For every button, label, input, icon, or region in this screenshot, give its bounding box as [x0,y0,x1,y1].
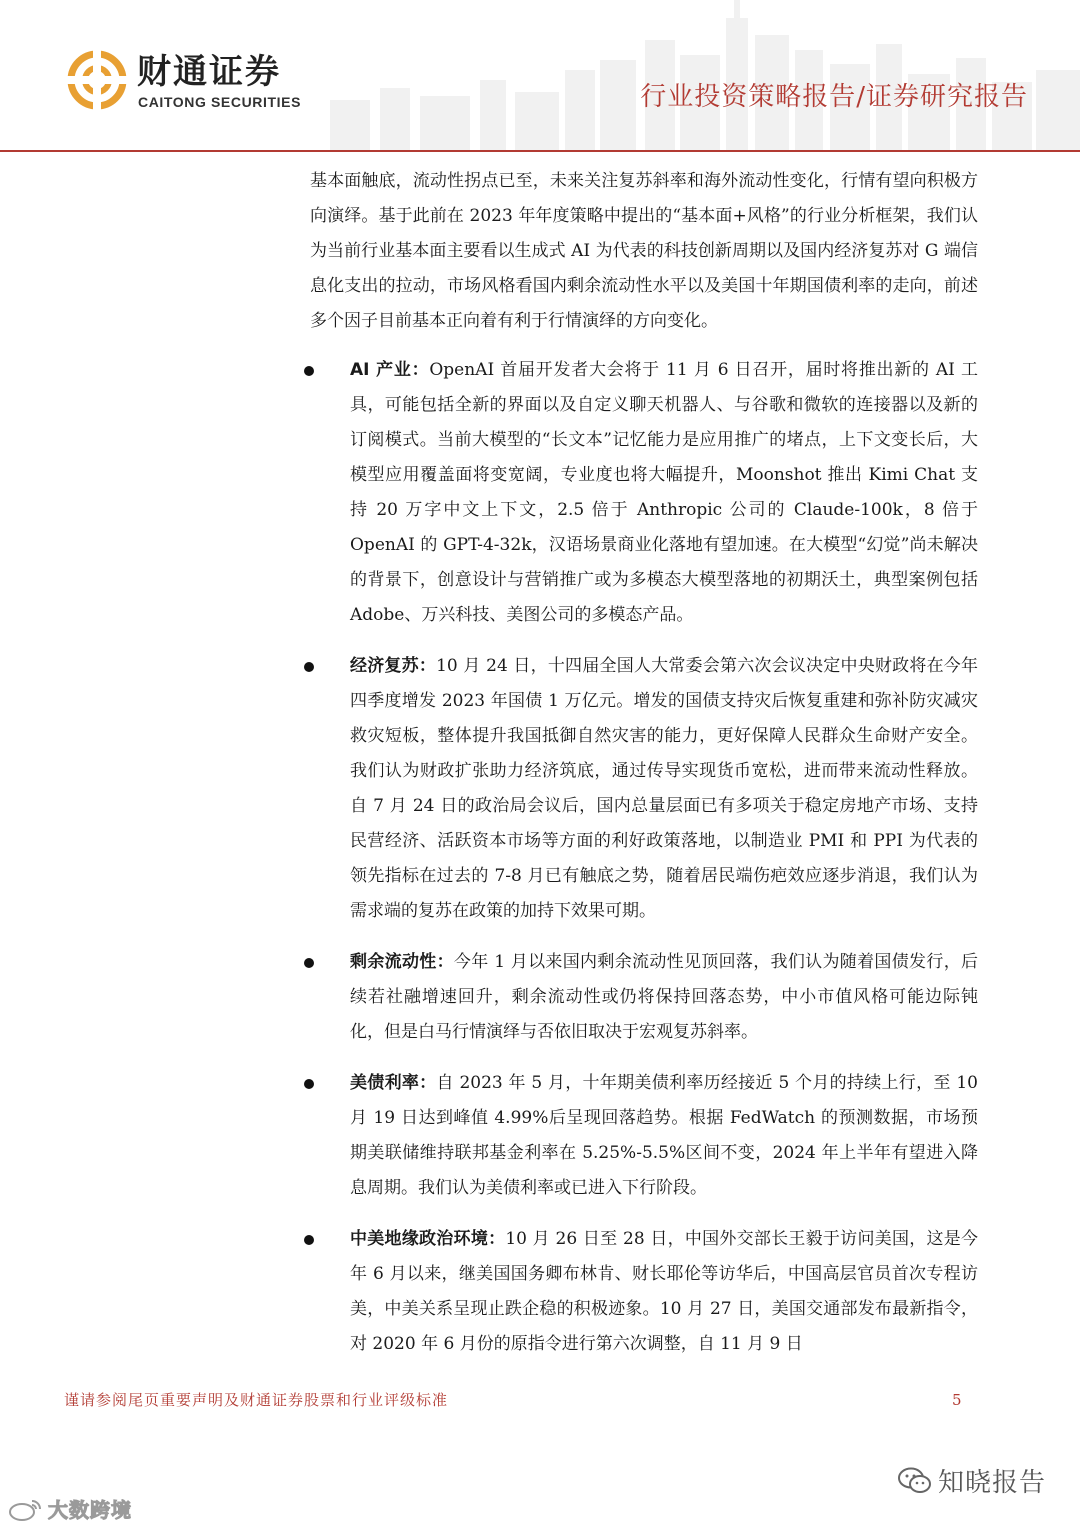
report-body [310,164,978,1378]
bullet-dot-icon [304,1079,314,1089]
bullet-paragraph [350,1222,978,1362]
bullet-dot-icon [304,366,314,376]
footer-disclaimer: 谨请参阅尾页重要声明及财通证券股票和行业评级标准 [64,1391,449,1409]
bullet-excess-liquidity [310,945,978,1050]
bullet-paragraph [350,649,978,929]
bullet-economic-recovery [310,649,978,929]
header-divider [0,150,1080,152]
bullet-paragraph [350,945,978,1050]
bullet-text: 今年 1 月以来国内剩余流动性见顶回落，我们认为随着国债发行，后续若社融增速回升，剩余流动性或仍将保持回落态势，中小市值风格可能边际钝化，但是白马行情演绎与否依旧取决于宏观复苏斜率。 [350,952,979,1042]
page-number: 5 [952,1391,962,1409]
bullet-text: 10 月 26 日至 28 日，中国外交部长王毅于访问美国，这是今年 6 月以来，继美国国务卿布林肯、财长耶伦等访华后，中国高层官员首次专程访美，中美关系呈现止跌企稳的积极迹象。10 月 27 日，美国交通部发布最新指令，对 2020 年 6 月份的原指令进行第六次调整，自 11 月 9 日 [350,1229,979,1354]
bullet-term: 美债利率： [350,1073,437,1093]
watermark-left [8,1494,132,1523]
bullet-term: 经济复苏： [350,656,437,676]
bullet-dot-icon [304,958,314,968]
intro-paragraph: 基本面触底，流动性拐点已至，未来关注复苏斜率和海外流动性变化，行情有望向积极方向演绎。基于此前在 2023 年年度策略中提出的“基本面+风格”的行业分析框架，我们认为当前行业基本面主要看以生成式 AI 为代表的科技创新周期以及国内经济复苏对 G 端信息化支出的拉动，市场风格看国内剩余流动性水平以及美国十年期国债利率的走向，前述多个因子目前基本正向着有利于行情演绎的方向变化。 [310,171,978,331]
bullet-geopolitics [310,1222,978,1362]
report-type-title: 行业投资策略报告/证券研究报告 [640,82,1028,112]
bullet-paragraph [350,353,978,633]
weibo-icon [8,1497,44,1521]
bullet-term: 中美地缘政治环境： [350,1229,506,1249]
bullet-dot-icon [304,662,314,672]
bullet-ai-industry [310,353,978,633]
wechat-icon [898,1467,932,1495]
bullet-text: 10 月 24 日，十四届全国人大常委会第六次会议决定中央财政将在今年四季度增发 2023 年国债 1 万亿元。增发的国债支持灾后恢复重建和弥补防灾减灾救灾短板，整体提升我国抵御自然灾害的能力，更好保障人民群众生命财产安全。我们认为财政扩张助力经济筑底，通过传导实现货币宽松，进而带来流动性释放。自 7 月 24 日的政治局会议后，国内总量层面已有多项关于稳定房地产市场、支持民营经济、活跃资本市场等方面的利好政策落地，以制造业 PMI 和 PPI 为代表的领先指标在过去的 7-8 月已有触底之势，随着居民端伤疤效应逐步消退，我们认为需求端的复苏在政策的加持下效果可期。 [350,656,978,921]
watermark-right-text: 知晓报告 [938,1468,1047,1498]
bullet-text: OpenAI 首届开发者大会将于 11 月 6 日召开，届时将推出新的 AI 工具，可能包括全新的界面以及自定义聊天机器人、与谷歌和微软的连接器以及新的订阅模式。当前大模型的“长文本”记忆能力是应用推广的堵点，上下文变长后，大模型应用覆盖面将变宽阔，专业度也将大幅提升，Moonshot 推出 Kimi Chat 支持 20 万字中文上下文，2.5 倍于 Anthropic 公司的 Claude-100k，8 倍于 OpenAI 的 GPT-4-32k，汉语场景商业化落地有望加速。在大模型“幻觉”尚未解决的背景下，创意设计与营销推广或为多模态大模型落地的初期沃土，典型案例包括 Adobe、万兴科技、美图公司的多模态产品。 [350,360,978,625]
bullet-text: 自 2023 年 5 月，十年期美债利率历经接近 5 个月的持续上行，至 10 月 19 日达到峰值 4.99%后呈现回落趋势。根据 FedWatch 的预测数据，市场预期美联储维持联邦基金利率在 5.25%-5.5%区间不变，2024 年上半年有望进入降息周期。我们认为美债利率或已进入下行阶段。 [350,1073,979,1198]
bullet-term: 剩余流动性： [350,952,454,972]
bullet-dot-icon [304,1235,314,1245]
bullet-us-treasury-rate [310,1066,978,1206]
caitong-logo-icon [66,50,128,110]
watermark-right [898,1462,1046,1499]
bullet-paragraph [350,1066,978,1206]
page-header [0,0,1080,152]
company-name-en: CAITONG SECURITIES [138,94,302,110]
watermark-left-text: 大数跨境 [48,1498,132,1522]
company-name-cn: 财通证券 [137,52,281,92]
bullet-term: AI 产业： [350,360,430,380]
